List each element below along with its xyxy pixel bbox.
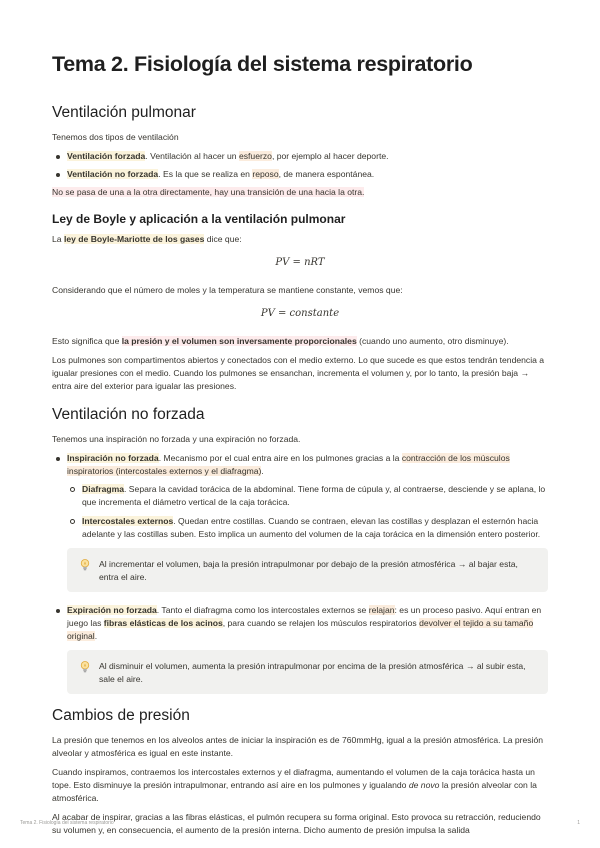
list-item: Diafragma. Separa la cavidad torácica de la abdominal. Tiene forma de cúpula y, al contraerse, desciende y se aplana, lo que incrementa el diámetro vertical de la caja torácica. bbox=[67, 483, 548, 509]
lightbulb-icon bbox=[78, 660, 92, 674]
formula: PV = nRT bbox=[275, 257, 325, 268]
page-number: 1 bbox=[577, 820, 580, 826]
page-footer bbox=[20, 820, 580, 826]
heading-cambios-de-presion: Cambios de presión bbox=[52, 707, 190, 724]
paragraph: Tenemos dos tipos de ventilación bbox=[52, 132, 179, 142]
heading-ventilacion-no-forzada: Ventilación no forzada bbox=[52, 406, 205, 423]
callout bbox=[67, 650, 548, 694]
lightbulb-icon bbox=[78, 558, 92, 572]
paragraph: Tenemos una inspiración no forzada y una expiración no forzada. bbox=[52, 434, 301, 444]
callout-text: Al disminuir el volumen, aumenta la presión intrapulmonar por encima de la presión atmosférica → al subir esta, sale el aire. bbox=[99, 661, 526, 684]
paragraph: Considerando que el número de moles y la temperatura se mantiene constante, vemos que: bbox=[52, 285, 403, 295]
formula: PV = constante bbox=[260, 308, 340, 319]
list-item: Intercostales externos. Quedan entre costillas. Cuando se contraen, elevan las costillas y desplazan el esternón hacia adelante y las costillas suben. Esto implica un aumento del volumen de la caja torácica en la dimensión entero posterior. bbox=[67, 515, 548, 541]
paragraph: Los pulmones son compartimentos abiertos y conectados con el medio externo. Lo que sucede es que estos tendrán tendencia a igualar presiones con el medio. Cuando los pulmones se ensanchan, incrementa el volumen y, por lo tanto, la presión baja → entra aire del exterior para igualar las presiones. bbox=[52, 355, 545, 391]
paragraph: La presión que tenemos en los alveolos antes de iniciar la inspiración es de 760mmHg, igual a la presión atmosférica. La presión alveolar y atmosférica es igual en este instante. bbox=[52, 735, 544, 758]
footer-title: Tema 2. Fisiología del sistema respiratorio bbox=[20, 820, 114, 826]
list-item: Inspiración no forzada. Mecanismo por el cual entra aire en los pulmones gracias a la contracción de los músculos inspiratorios (intercostales externos y el diafragma). Diafragma. Separa la cavidad torácica de la abdominal. Tiene forma de cúpula y, al contraerse, desciende y se aplana, lo que incrementa el diámetro vertical de la caja torácica. Intercostales externos. Quedan entre costillas. Cuando se contraen, elevan las costillas y desplazan el esternón hacia adelante y las costillas suben. Esto implica un aumento del volumen de la caja torácica en la dimensión entero posterior. Al incrementar el volumen, baja la presión intrapulmonar por debajo de la presión atmosférica → al bajar esta, entra el aire. bbox=[52, 452, 548, 592]
paragraph: La ley de Boyle-Mariotte de los gases dice que: bbox=[52, 234, 242, 244]
heading-ventilacion-pulmonar: Ventilación pulmonar bbox=[52, 104, 196, 121]
bullet-list bbox=[52, 150, 548, 181]
list-item: Ventilación no forzada. Es la que se realiza en reposo, de manera espontánea. bbox=[52, 168, 548, 181]
list-item: Ventilación forzada. Ventilación al hacer un esfuerzo, por ejemplo al hacer deporte. bbox=[52, 150, 548, 163]
callout-text: Al incrementar el volumen, baja la presión intrapulmonar por debajo de la presión atmosférica → al bajar esta, entra el aire. bbox=[99, 559, 518, 582]
paragraph: Esto significa que la presión y el volumen son inversamente proporcionales (cuando uno aumento, otro disminuye). bbox=[52, 336, 509, 346]
paragraph: Al acabar de inspirar, gracias a las fibras elásticas, el pulmón recupera su forma original. Esto provoca su retracción, reduciendo su volumen y, en consecuencia, el aumento de la presión interna. Dicho aumento de presión impulsa la salida bbox=[52, 812, 541, 835]
page-title: Tema 2. Fisiología del sistema respiratorio bbox=[52, 52, 473, 76]
sub-bullet-list bbox=[67, 483, 548, 541]
paragraph: No se pasa de una a la otra directamente, hay una transición de una hacia la otra. bbox=[52, 187, 365, 197]
heading-ley-de-boyle: Ley de Boyle y aplicación a la ventilación pulmonar bbox=[52, 212, 346, 226]
document-page bbox=[52, 50, 548, 843]
paragraph: Cuando inspiramos, contraemos los intercostales externos y el diafragma, aumentando el volumen de la caja torácica hasta un tope. Esto disminuye la presión intrapulmonar, entrando así aire en los pulmones y igualando de novo la presión alveolar con la atmosférica. bbox=[52, 767, 537, 803]
bullet-list bbox=[52, 452, 548, 694]
list-item: Expiración no forzada. Tanto el diafragma como los intercostales externos se relajan: es un proceso pasivo. Aquí entran en juego las fibras elásticas de los acinos, para cuando se relajen los músculos respiratorios devolver el tejido a su tamaño original. Al disminuir el volumen, aumenta la presión intrapulmonar por encima de la presión atmosférica → al subir esta, sale el aire. bbox=[52, 604, 548, 694]
callout bbox=[67, 548, 548, 592]
